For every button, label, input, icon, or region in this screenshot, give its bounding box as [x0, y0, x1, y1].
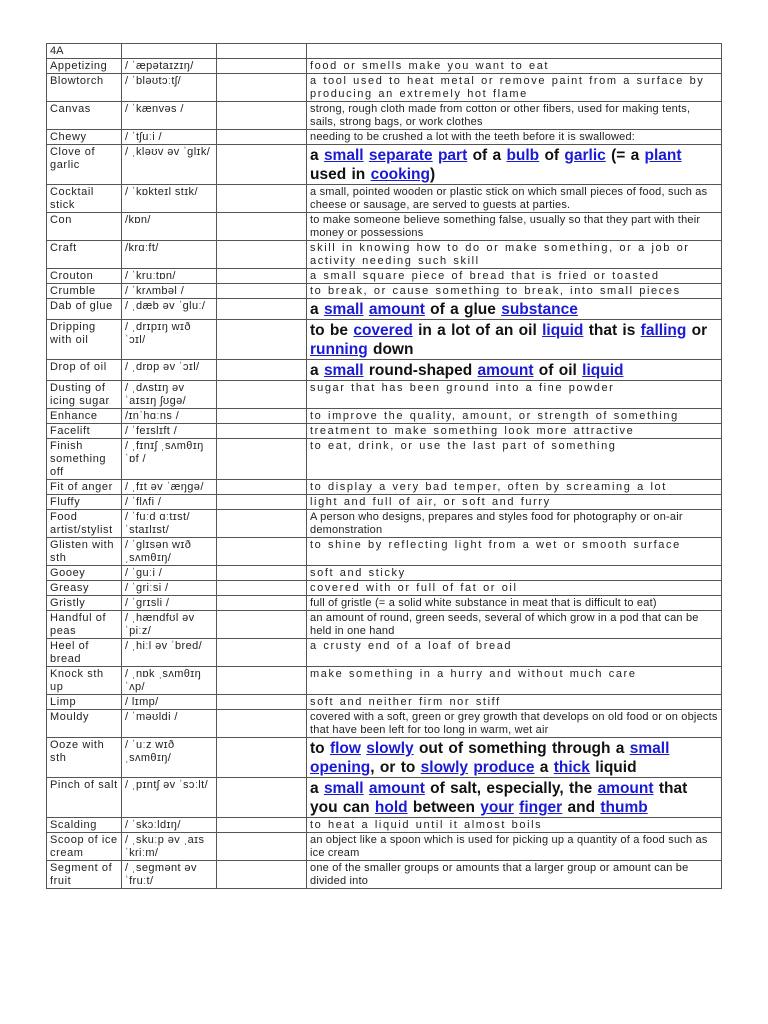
- word-cell: Crumble: [47, 284, 122, 299]
- pronunciation-cell: / ˈfuːd ɑːtɪst/ˈstaɪlɪst/: [122, 510, 217, 538]
- word-cell: Crouton: [47, 269, 122, 284]
- table-row: [47, 299, 722, 320]
- definition-text: round-shaped: [363, 362, 478, 379]
- table-row: [47, 130, 722, 145]
- pronunciation-cell: / ˌdʌstɪŋ əv ˈaɪsɪŋ ʃʊɡə/: [122, 381, 217, 409]
- table-row: [47, 320, 722, 360]
- empty-cell: [217, 409, 307, 424]
- word-cell: Gooey: [47, 566, 122, 581]
- empty-cell: [217, 381, 307, 409]
- pronunciation-cell: / ˌseɡmənt əv ˈfruːt/: [122, 861, 217, 889]
- dictionary-link[interactable]: amount: [368, 780, 425, 797]
- definition-text: or: [686, 322, 708, 339]
- word-cell: Greasy: [47, 581, 122, 596]
- empty-cell: [217, 510, 307, 538]
- table-row: [47, 538, 722, 566]
- definition-text: of a: [467, 147, 507, 164]
- word-cell: Gristly: [47, 596, 122, 611]
- dictionary-link[interactable]: liquid: [542, 322, 584, 339]
- word-cell: Handful of peas: [47, 611, 122, 639]
- pronunciation-cell: / ˌpɪntʃ əv ˈsɔːlt/: [122, 778, 217, 818]
- empty-cell: [217, 439, 307, 480]
- definition-cell: a small square piece of bread that is fried or toasted: [307, 269, 722, 284]
- pronunciation-cell: / ˈskɔːldɪŋ/: [122, 818, 217, 833]
- definition-cell: needing to be crushed a lot with the teeth before it is swallowed:: [307, 130, 722, 145]
- empty-cell: [217, 611, 307, 639]
- definition-text: a: [534, 759, 554, 776]
- dictionary-link[interactable]: amount: [597, 780, 654, 797]
- word-cell: Cocktail stick: [47, 185, 122, 213]
- definition-cell: make something in a hurry and without much care: [307, 667, 722, 695]
- pronunciation-cell: / ˌdæb əv ˈɡluː/: [122, 299, 217, 320]
- definition-text: of salt, especially, the: [424, 780, 598, 797]
- dictionary-link[interactable]: plant: [644, 147, 682, 164]
- word-cell: Craft: [47, 241, 122, 269]
- empty-cell: [217, 145, 307, 185]
- empty-cell: [217, 818, 307, 833]
- table-row: [47, 596, 722, 611]
- pronunciation-cell: / ˌfɪt əv ˈæŋɡə/: [122, 480, 217, 495]
- vocabulary-page: [46, 43, 721, 889]
- word-cell: Segment of fruit: [47, 861, 122, 889]
- definition-cell: an object like a spoon which is used for picking up a quantity of a food such as ice cream: [307, 833, 722, 861]
- pronunciation-cell: / ˈbləʊtɔːtʃ/: [122, 74, 217, 102]
- word-cell: Fit of anger: [47, 480, 122, 495]
- empty-cell: [307, 44, 722, 59]
- pronunciation-cell: / ˈməʊldi /: [122, 710, 217, 738]
- empty-cell: [217, 566, 307, 581]
- empty-cell: [217, 710, 307, 738]
- definition-cell: to eat, drink, or use the last part of something: [307, 439, 722, 480]
- dictionary-link[interactable]: slowly: [420, 759, 469, 776]
- definition-cell: to improve the quality, amount, or strength of something: [307, 409, 722, 424]
- dictionary-link[interactable]: produce: [473, 759, 535, 776]
- pronunciation-cell: / ˈkrʌmbəl /: [122, 284, 217, 299]
- empty-cell: [217, 596, 307, 611]
- pronunciation-cell: / ˈɡrɪsli /: [122, 596, 217, 611]
- table-row: [47, 59, 722, 74]
- definition-cell: A person who designs, prepares and styles food for photography or on-air demonstration: [307, 510, 722, 538]
- empty-cell: [217, 695, 307, 710]
- pronunciation-cell: / ˌdrɪpɪŋ wɪð ˈɔɪl/: [122, 320, 217, 360]
- table-row: [47, 145, 722, 185]
- dictionary-link[interactable]: amount: [477, 362, 534, 379]
- word-cell: Dab of glue: [47, 299, 122, 320]
- dictionary-link[interactable]: covered: [353, 322, 413, 339]
- pronunciation-cell: / ˈɡriːsi /: [122, 581, 217, 596]
- word-cell: Mouldy: [47, 710, 122, 738]
- dictionary-link[interactable]: hold: [374, 799, 408, 816]
- table-row: [47, 510, 722, 538]
- definition-cell: [307, 360, 722, 381]
- dictionary-link[interactable]: bulb: [506, 147, 540, 164]
- definition-cell: covered with a soft, green or grey growth that develops on old food or on objects that have been left for too long in warm, wet air: [307, 710, 722, 738]
- definition-text: that is: [583, 322, 641, 339]
- empty-cell: [217, 778, 307, 818]
- definition-cell: soft and sticky: [307, 566, 722, 581]
- table-row: [47, 738, 722, 778]
- definition-text: out of something through a: [413, 740, 630, 757]
- definition-text: used in: [310, 166, 371, 183]
- pronunciation-cell: / ˌkləʊv əv ˈɡlɪk/: [122, 145, 217, 185]
- word-cell: Food artist/stylist: [47, 510, 122, 538]
- dictionary-link[interactable]: small: [323, 301, 364, 318]
- empty-cell: [217, 130, 307, 145]
- word-cell: Dusting of icing sugar: [47, 381, 122, 409]
- empty-cell: [217, 299, 307, 320]
- empty-cell: [217, 424, 307, 439]
- dictionary-link[interactable]: separate: [368, 147, 433, 164]
- pronunciation-cell: / ˌhændfʊl əv ˈpiːz/: [122, 611, 217, 639]
- empty-cell: [217, 480, 307, 495]
- table-row: [47, 695, 722, 710]
- table-row: [47, 581, 722, 596]
- word-cell: Drop of oil: [47, 360, 122, 381]
- definition-cell: [307, 145, 722, 185]
- definition-cell: [307, 320, 722, 360]
- word-cell: Scoop of ice cream: [47, 833, 122, 861]
- empty-cell: [217, 639, 307, 667]
- definition-text: (= a: [605, 147, 645, 164]
- definition-cell: a crusty end of a loaf of bread: [307, 639, 722, 667]
- dictionary-link[interactable]: amount: [368, 301, 425, 318]
- definition-text: that you can: [310, 780, 688, 816]
- definition-cell: a small, pointed wooden or plastic stick on which small pieces of food, such as cheese or sausage, are served to guests at parties.: [307, 185, 722, 213]
- definition-text: between: [407, 799, 481, 816]
- dictionary-link[interactable]: small: [323, 780, 364, 797]
- table-row: [47, 639, 722, 667]
- dictionary-link[interactable]: garlic: [564, 147, 606, 164]
- word-cell: Dripping with oil: [47, 320, 122, 360]
- definition-text: in a lot of an oil: [412, 322, 543, 339]
- definition-text: a: [310, 301, 324, 318]
- table-row: [47, 360, 722, 381]
- table-row: [47, 409, 722, 424]
- definition-cell: a tool used to heat metal or remove paint from a surface by producing an extremely hot flame: [307, 74, 722, 102]
- definition-cell: to display a very bad temper, often by screaming a lot: [307, 480, 722, 495]
- dictionary-link[interactable]: opening: [310, 759, 371, 776]
- definition-text: down: [367, 341, 414, 358]
- definition-cell: an amount of round, green seeds, several of which grow in a pod that can be held in one hand: [307, 611, 722, 639]
- empty-cell: [217, 538, 307, 566]
- definition-cell: to shine by reflecting light from a wet or smooth surface: [307, 538, 722, 566]
- pronunciation-cell: / ˈɡuːi /: [122, 566, 217, 581]
- definition-text: of: [539, 147, 565, 164]
- word-cell: Chewy: [47, 130, 122, 145]
- word-cell: Finish something off: [47, 439, 122, 480]
- definition-text: a: [310, 780, 324, 797]
- pronunciation-cell: / ˈfeɪslɪft /: [122, 424, 217, 439]
- pronunciation-cell: / ˈkɒkteɪl stɪk/: [122, 185, 217, 213]
- pronunciation-cell: /krɑːft/: [122, 241, 217, 269]
- empty-cell: [217, 284, 307, 299]
- table-row: [47, 284, 722, 299]
- dictionary-link[interactable]: small: [629, 740, 670, 757]
- empty-cell: [217, 861, 307, 889]
- empty-cell: [217, 581, 307, 596]
- empty-cell: [122, 44, 217, 59]
- definition-cell: food or smells make you want to eat: [307, 59, 722, 74]
- pronunciation-cell: / ˈkruːtɒn/: [122, 269, 217, 284]
- table-row: [47, 269, 722, 284]
- definition-text: and: [562, 799, 601, 816]
- definition-cell: light and full of air, or soft and furry: [307, 495, 722, 510]
- table-row: [47, 185, 722, 213]
- table-row: [47, 480, 722, 495]
- dictionary-link[interactable]: cooking: [370, 166, 430, 183]
- dictionary-link[interactable]: thumb: [600, 799, 648, 816]
- pronunciation-cell: / ˌhiːl əv ˈbred/: [122, 639, 217, 667]
- dictionary-link[interactable]: small: [323, 147, 364, 164]
- empty-cell: [217, 241, 307, 269]
- definition-text: of oil: [533, 362, 583, 379]
- pronunciation-cell: / ˈuːz wɪð ˌsʌmθɪŋ/: [122, 738, 217, 778]
- definition-cell: [307, 299, 722, 320]
- dictionary-link[interactable]: finger: [519, 799, 563, 816]
- pronunciation-cell: / ˈflʌfi /: [122, 495, 217, 510]
- table-row: [47, 102, 722, 130]
- definition-cell: full of gristle (= a solid white substance in meat that is difficult to eat): [307, 596, 722, 611]
- table-row: [47, 611, 722, 639]
- word-cell: Limp: [47, 695, 122, 710]
- word-cell: Clove of garlic: [47, 145, 122, 185]
- dictionary-link[interactable]: slowly: [366, 740, 414, 757]
- word-cell: Heel of bread: [47, 639, 122, 667]
- definition-text: of a glue: [424, 301, 502, 318]
- table-row: [47, 241, 722, 269]
- pronunciation-cell: / ˌskuːp əv ˌaɪs ˈkriːm/: [122, 833, 217, 861]
- definition-cell: sugar that has been ground into a fine powder: [307, 381, 722, 409]
- definition-text: a: [310, 147, 324, 164]
- definition-cell: treatment to make something look more attractive: [307, 424, 722, 439]
- vocabulary-table: [46, 43, 722, 889]
- definition-cell: soft and neither firm nor stiff: [307, 695, 722, 710]
- word-cell: Blowtorch: [47, 74, 122, 102]
- empty-cell: [217, 667, 307, 695]
- dictionary-link[interactable]: small: [323, 362, 364, 379]
- word-cell: Enhance: [47, 409, 122, 424]
- table-row: [47, 424, 722, 439]
- dictionary-link[interactable]: thick: [553, 759, 590, 776]
- dictionary-link[interactable]: running: [310, 341, 368, 358]
- definition-cell: covered with or full of fat or oil: [307, 581, 722, 596]
- pronunciation-cell: / ˌnɒk ˌsʌmθɪŋ ˈʌp/: [122, 667, 217, 695]
- table-row: [47, 778, 722, 818]
- table-row: [47, 710, 722, 738]
- pronunciation-cell: / ˌfɪnɪʃ ˌsʌmθɪŋ ˈɒf /: [122, 439, 217, 480]
- table-row: [47, 74, 722, 102]
- empty-cell: [217, 59, 307, 74]
- table-row: [47, 381, 722, 409]
- empty-cell: [217, 320, 307, 360]
- word-cell: Ooze with sth: [47, 738, 122, 778]
- empty-cell: [217, 102, 307, 130]
- dictionary-link[interactable]: flow: [329, 740, 361, 757]
- definition-text: to: [310, 740, 330, 757]
- empty-cell: [217, 44, 307, 59]
- definition-cell: [307, 738, 722, 778]
- definition-cell: skill in knowing how to do or make something, or a job or activity needing such skill: [307, 241, 722, 269]
- definition-cell: [307, 778, 722, 818]
- definition-text: ): [430, 166, 436, 183]
- definition-cell: to make someone believe something false, usually so that they part with their money or possessions: [307, 213, 722, 241]
- dictionary-link[interactable]: substance: [501, 301, 578, 318]
- pronunciation-cell: / ˈtʃuːi /: [122, 130, 217, 145]
- table-row: [47, 667, 722, 695]
- dictionary-link[interactable]: your: [480, 799, 514, 816]
- definition-text: a: [310, 362, 324, 379]
- word-cell: Canvas: [47, 102, 122, 130]
- table-row: [47, 861, 722, 889]
- pronunciation-cell: / ˈkænvəs /: [122, 102, 217, 130]
- empty-cell: [217, 833, 307, 861]
- pronunciation-cell: /ɪnˈhɑːns /: [122, 409, 217, 424]
- table-row: [47, 818, 722, 833]
- header-row: [47, 44, 722, 59]
- definition-text: liquid: [589, 759, 637, 776]
- definition-text: to be: [310, 322, 354, 339]
- pronunciation-cell: /kɒn/: [122, 213, 217, 241]
- empty-cell: [217, 269, 307, 284]
- word-cell: Fluffy: [47, 495, 122, 510]
- empty-cell: [217, 495, 307, 510]
- table-row: [47, 439, 722, 480]
- empty-cell: [217, 213, 307, 241]
- word-cell: Con: [47, 213, 122, 241]
- dictionary-link[interactable]: falling: [640, 322, 687, 339]
- table-row: [47, 495, 722, 510]
- word-cell: Knock sth up: [47, 667, 122, 695]
- definition-cell: strong, rough cloth made from cotton or other fibers, used for making tents, sails, strong bags, or work clothes: [307, 102, 722, 130]
- table-row: [47, 213, 722, 241]
- definition-cell: to heat a liquid until it almost boils: [307, 818, 722, 833]
- word-cell: Appetizing: [47, 59, 122, 74]
- definition-cell: to break, or cause something to break, into small pieces: [307, 284, 722, 299]
- word-cell: Pinch of salt: [47, 778, 122, 818]
- dictionary-link[interactable]: part: [437, 147, 468, 164]
- pronunciation-cell: / ˈæpətaɪzɪŋ/: [122, 59, 217, 74]
- empty-cell: [217, 74, 307, 102]
- pronunciation-cell: / ˌdrɒp əv ˈɔɪl/: [122, 360, 217, 381]
- empty-cell: [217, 738, 307, 778]
- pronunciation-cell: / ˈɡlɪsən wɪð ˌsʌmθɪŋ/: [122, 538, 217, 566]
- word-cell: Glisten with sth: [47, 538, 122, 566]
- empty-cell: [217, 360, 307, 381]
- word-cell: Facelift: [47, 424, 122, 439]
- section-label: 4A: [47, 44, 122, 59]
- word-cell: Scalding: [47, 818, 122, 833]
- dictionary-link[interactable]: liquid: [582, 362, 624, 379]
- empty-cell: [217, 185, 307, 213]
- table-row: [47, 833, 722, 861]
- table-row: [47, 566, 722, 581]
- pronunciation-cell: / lɪmp/: [122, 695, 217, 710]
- definition-cell: one of the smaller groups or amounts that a larger group or amount can be divided into: [307, 861, 722, 889]
- definition-text: , or to: [370, 759, 421, 776]
